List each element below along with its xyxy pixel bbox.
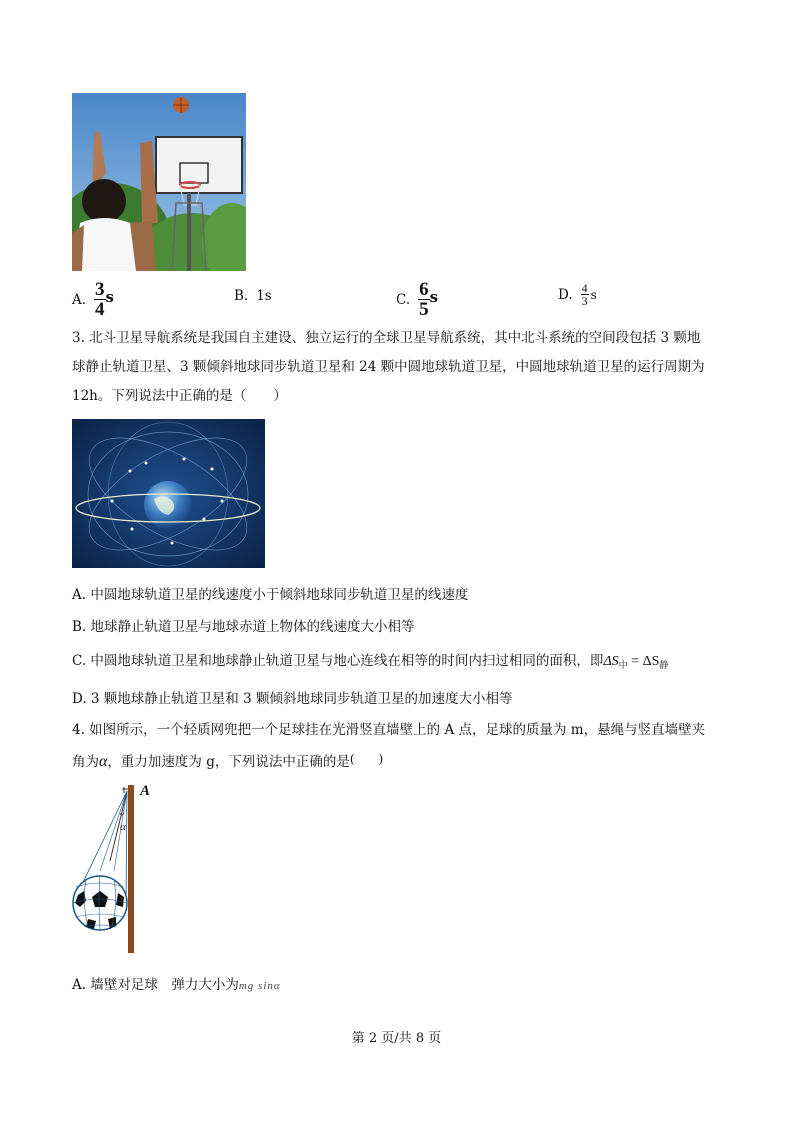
- option-letter: A.: [72, 291, 87, 308]
- point-a-label: A: [140, 783, 151, 799]
- option-text: A. 墙壁对足球 弹力大小为: [72, 977, 239, 993]
- q3-option-a[interactable]: A. 中圆地球轨道卫星的线速度小于倾斜地球同步轨道卫星的线速度: [72, 587, 469, 603]
- q3-option-b[interactable]: B. 地球静止轨道卫星与地球赤道上物体的线速度大小相等: [72, 619, 415, 635]
- q3-stem-line-1: 3. 北斗卫星导航系统是我国自主建设、独立运行的全球卫星导航系统，其中北斗系统的空间段包括 3 颗地: [72, 330, 701, 346]
- option-letter: C.: [396, 291, 411, 308]
- page-footer: 第 2 页/共 8 页: [351, 1031, 442, 1046]
- basketball-photo: [72, 93, 246, 271]
- satellite-orbit-image: [72, 419, 265, 568]
- q2-option-a[interactable]: [72, 280, 114, 319]
- q3-stem-line-3: 12h。下列说法中正确的是（ ）: [72, 388, 287, 404]
- q3-option-d[interactable]: D. 3 颗地球静止轨道卫星和 3 颗倾斜地球同步轨道卫星的加速度大小相等: [72, 691, 513, 707]
- q2-option-c[interactable]: [396, 280, 438, 319]
- q4-stem-line-1: 4. 如图所示，一个轻质网兜把一个足球挂在光滑竖直墙壁上的 A 点，足球的质量为 m，悬绳与竖直墙壁夹: [72, 722, 706, 738]
- fraction: $\frac{4}{3}$: [581, 281, 588, 308]
- option-letter: B.: [234, 288, 249, 304]
- option-text: 1s: [256, 288, 272, 304]
- q4-option-a[interactable]: [72, 975, 281, 996]
- alpha-symbol: α: [99, 753, 108, 770]
- football-net-figure: [70, 783, 160, 955]
- q2-option-d[interactable]: [558, 282, 597, 307]
- fraction: $\frac{6}{5}$: [419, 279, 429, 320]
- option-letter: D.: [558, 286, 573, 303]
- unit: s: [590, 287, 597, 302]
- q3-option-c[interactable]: [72, 651, 668, 675]
- unit: s: [105, 287, 114, 306]
- alpha-label: α: [120, 821, 126, 833]
- unit: s: [429, 287, 439, 306]
- answer-paren: ( ): [349, 752, 384, 766]
- q3-stem-line-2: 球静止轨道卫星、3 颗倾斜地球同步轨道卫星和 24 颗中圆地球轨道卫星，中圆地球轨道卫星的运行周期为: [72, 359, 705, 375]
- option-text: C. 中圆地球轨道卫星和地球静止轨道卫星与地心连线在相等的时间内扫过相同的面积，即: [72, 653, 604, 669]
- fraction: $\frac{3}{4}$: [95, 279, 105, 320]
- q2-option-b[interactable]: [234, 288, 272, 304]
- q4-stem-line-2: 角为α，重力加速度为 g，下列说法中正确的是( ): [72, 752, 384, 770]
- delta-s-formula: $\Delta S_中 = \Delta S_静$: [603, 654, 669, 670]
- formula: mg sinα: [238, 980, 281, 992]
